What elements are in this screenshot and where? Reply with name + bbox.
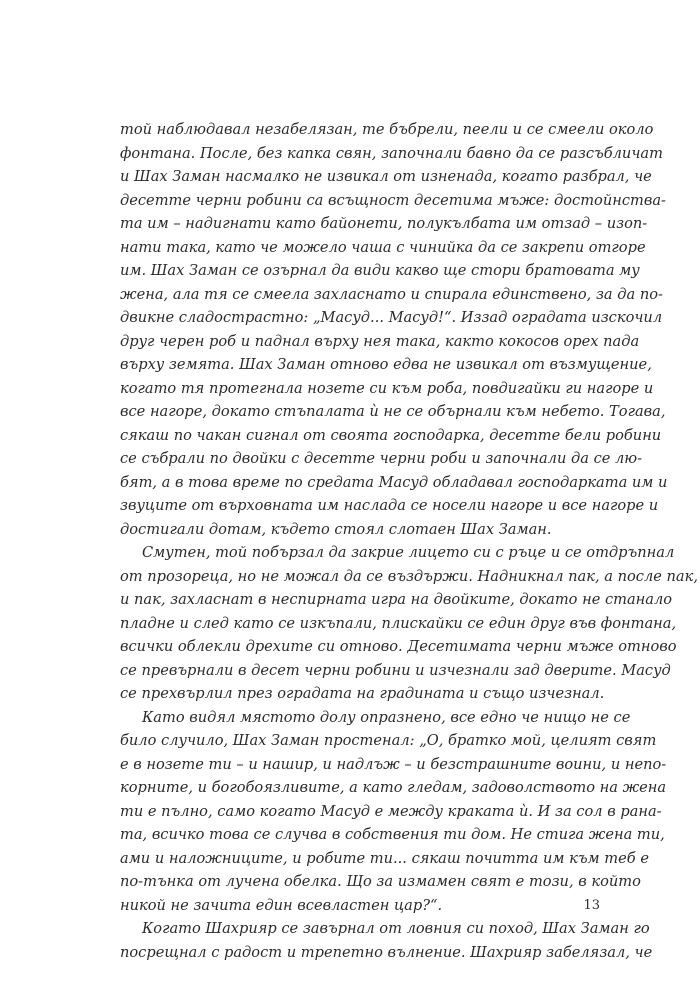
page-number: 13 [583, 898, 600, 913]
text-line: корните, и богобоязливите, а като гледам, задоволството на жена [120, 779, 667, 796]
text-line: посрещнал с радост и трепетно вълнение. Шахрияр забелязал, че [120, 943, 653, 961]
text-line: друг черен роб и паднал върху нея така, както кокосов орех пада [120, 332, 640, 350]
text-line: нати така, като че можело чаша с чинийка да се закрепи отгоре [120, 238, 646, 256]
text-line: им. Шах Заман се озърнал да види какво ще стори братовата му [120, 262, 640, 279]
text-line: било случило, Шах Заман простенал: „О, братко мой, целият свят [120, 732, 657, 749]
text-line: сякаш по чакан сигнал от своята господарка, десетте бели робини [120, 426, 662, 444]
text-line: и пак, захласнат в неспирната игра на двойките, докато не станало [120, 591, 673, 608]
text-line: се превърнали в десет черни робини и изчезнали зад дверите. Масуд [120, 661, 671, 679]
text-line: жена, ала тя се смеела захласнато и спирала единствено, за да по- [120, 285, 663, 303]
text-line: никой не зачита един всевластен цар?“. [120, 896, 443, 914]
text-line: той наблюдавал незабелязан, те бъбрели, пеели и се смеели около [120, 121, 654, 138]
text-line: Когато Шахрияр се завърнал от ловния си поход, Шах Заман го [142, 920, 650, 937]
text-line: бят, а в това време по средата Масуд обладавал господарката им и [120, 473, 668, 491]
text-line: от прозореца, но не можал да се въздържи. Надникнал пак, а после пак, [120, 567, 698, 585]
text-line: Като видял мястото долу опразнено, все едно че нищо не се [142, 708, 631, 726]
text-line: та им – надигнати като байонети, полукълбата им отзад – изоп- [120, 215, 648, 232]
text-line: звуците от върховната им наслада се носели нагоре и все нагоре и [120, 497, 659, 514]
text-line: ами и наложниците, и робите ти... сякаш почитта им към теб е [120, 849, 649, 867]
text-line: върху земята. Шах Заман отново едва не извикал от възмущение, [120, 356, 652, 373]
text-line: всички облекли дрехите си отново. Десетимата черни мъже отново [120, 638, 677, 655]
text-line: достигали дотам, където стоял слотаен Шах Заман. [120, 520, 552, 538]
text-line: Смутен, той побързал да закрие лицето си с ръце и се отдръпнал [142, 544, 675, 561]
text-line: двикне сладострастно: „Масуд... Масуд!“. Иззад оградата изскочил [120, 309, 663, 326]
text-line: по-тънка от лучена обелка. Що за измамен свят е този, в който [120, 873, 641, 890]
text-line: фонтана. После, без капка свян, започнали бавно да се разсъбличат [120, 144, 663, 162]
text-line: десетте черни робини са всъщност десетима мъже: достойнства- [120, 191, 666, 209]
text-line: е в нозете ти – и нашир, и надлъж – и безстрашните воини, и непо- [120, 755, 667, 773]
text-line: ти е пълно, само когато Масуд е между краката ѝ. И за сол в рана- [120, 802, 662, 820]
text-line: пладне и след като се изкъпали, плискайки се един друг във фонтана, [120, 614, 677, 632]
text-line: все нагоре, докато стъпалата ѝ не се обърнали към небето. Тогава, [120, 403, 666, 420]
text-line: се събрали по двойки с десетте черни роби и започнали да се лю- [120, 450, 643, 467]
text-line: се прехвърлил през оградата на градината и също изчезнал. [120, 685, 605, 702]
text-line: та, всичко това се случва в собствения ти дом. Не стига жена ти, [120, 826, 665, 843]
text-line: когато тя протегнала нозете си към роба, повдигайки ги нагоре и [120, 379, 654, 397]
text-line: и Шах Заман насмалко не извикал от изненада, когато разбрал, че [120, 168, 652, 185]
